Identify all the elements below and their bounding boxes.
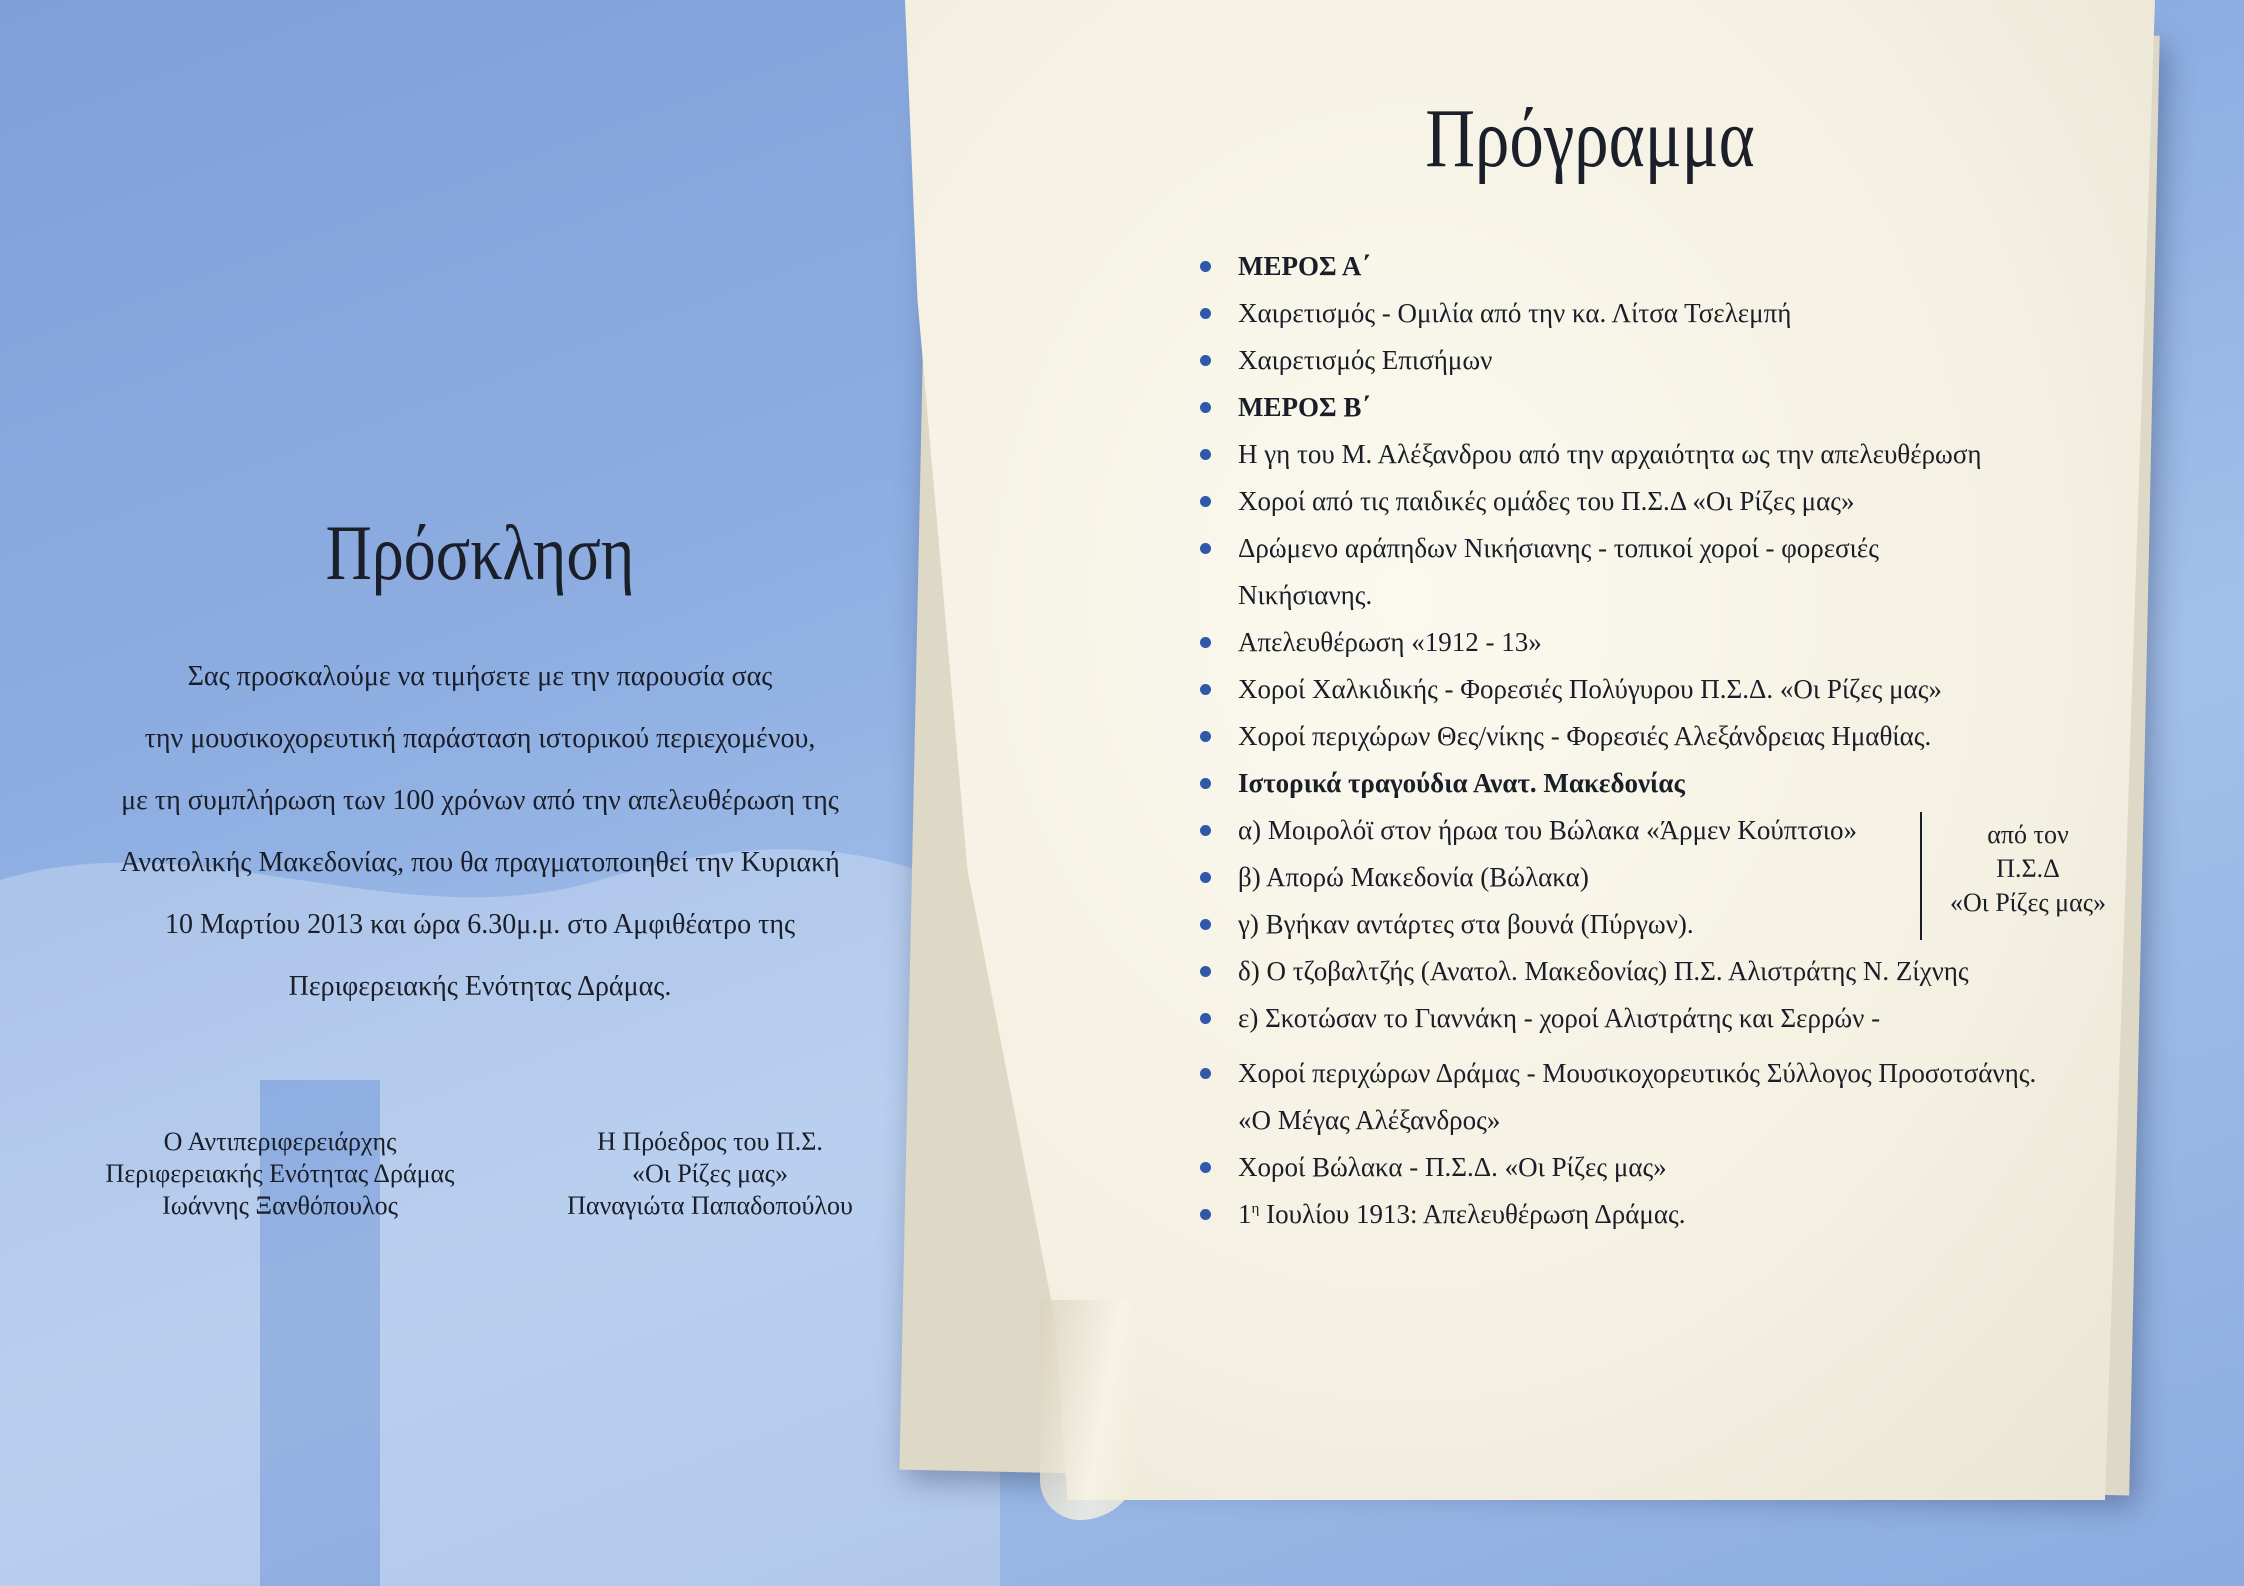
invitation-line: την μουσικοχορευτική παράσταση ιστορικού περιεχομένου, xyxy=(144,723,816,754)
bullet-icon xyxy=(1200,825,1211,836)
program-item-text: Δρώμενο αράπηδων Νικήσιανης - τοπικοί χοροί - φορεσιές xyxy=(1238,533,1879,563)
program-item-text: Χοροί περιχώρων Θες/νίκης - Φορεσιές Αλεξάνδρειας Ημαθίας. xyxy=(1238,721,1932,751)
side-note-line: Π.Σ.Δ xyxy=(1996,854,2060,883)
invitation-line: Περιφερειακής Ενότητας Δράμας. xyxy=(288,971,672,1002)
date-number: 1 xyxy=(1238,1199,1252,1229)
signatory-line: Περιφερειακής Ενότητας Δράμας xyxy=(105,1159,455,1188)
program-item-text: ε) Σκοτώσαν το Γιαννάκη - χοροί Αλιστράτης και Σερρών - xyxy=(1238,1003,1881,1033)
bullet-icon xyxy=(1200,1068,1211,1079)
program-item xyxy=(1200,995,2160,1042)
program-item-text: Απελευθέρωση «1912 - 13» xyxy=(1238,627,1542,657)
program-item-text: Η γη του Μ. Αλέξανδρου από την αρχαιότητα ως την απελευθέρωση xyxy=(1238,439,1982,469)
signatory-line: Η Πρόεδρος του Π.Σ. xyxy=(597,1127,823,1156)
bullet-icon xyxy=(1200,1162,1211,1173)
program-item-text: Χαιρετισμός Επισήμων xyxy=(1238,345,1493,375)
program-item xyxy=(1200,243,2160,290)
side-note-line: από τον xyxy=(1987,820,2069,849)
program-item xyxy=(1200,572,2160,619)
bullet-icon xyxy=(1200,496,1211,507)
program-item-text: γ) Βγήκαν αντάρτες στα βουνά (Πύργων). xyxy=(1238,909,1694,939)
invitation-line: 10 Μαρτίου 2013 και ώρα 6.30μ.μ. στο Αμφιθέατρο της xyxy=(164,909,796,940)
paper-curl xyxy=(1040,1300,1140,1520)
program-item xyxy=(1200,525,2160,572)
program-item-text: α) Μοιρολόϊ στον ήρωα του Βώλακα «Άρμεν Κούπτσιο» xyxy=(1238,815,1858,845)
program-item-text: δ) Ο τζοβαλτζής (Ανατολ. Μακεδονίας) Π.Σ. Αλιστράτης Ν. Ζίχνης xyxy=(1238,956,1969,986)
bullet-icon xyxy=(1200,637,1211,648)
program-item xyxy=(1200,384,2160,431)
side-note xyxy=(1928,818,2128,920)
program-item-text: β) Απορώ Μακεδονία (Βώλακα) xyxy=(1238,862,1589,892)
program-item xyxy=(1200,1097,2160,1144)
program-item xyxy=(1200,290,2160,337)
program-item-text: ΜΕΡΟΣ Β΄ xyxy=(1238,392,1371,422)
ordinal-superscript: η xyxy=(1251,1201,1260,1217)
signatory-line: Ο Αντιπεριφερειάρχης xyxy=(163,1127,397,1156)
program-item-text: Χοροί περιχώρων Δράμας - Μουσικοχορευτικός Σύλλογος Προσοτσάνης. xyxy=(1238,1058,2037,1088)
program-item-text: Ιστορικά τραγούδια Ανατ. Μακεδονίας xyxy=(1238,768,1685,798)
program-item xyxy=(1200,948,2160,995)
program-item xyxy=(1200,1144,2160,1191)
invitation-title: Πρόσκληση xyxy=(325,509,635,596)
program-item-text: «Ο Μέγας Αλέξανδρος» xyxy=(1238,1105,1501,1135)
signatory-left xyxy=(60,1126,500,1222)
side-note-line: «Οι Ρίζες μας» xyxy=(1949,888,2107,917)
bullet-icon xyxy=(1200,919,1211,930)
program-item xyxy=(1200,1050,2160,1097)
program-item xyxy=(1200,619,2160,666)
bullet-icon xyxy=(1200,731,1211,742)
program-list xyxy=(1200,243,2160,1238)
bullet-icon xyxy=(1200,402,1211,413)
program-title: Πρόγραμμα xyxy=(1425,92,1755,185)
program-item xyxy=(1200,478,2160,525)
program-item-text: Χοροί Χαλκιδικής - Φορεσιές Πολύγυρου Π.Σ.Δ. «Οι Ρίζες μας» xyxy=(1238,674,1942,704)
bullet-icon xyxy=(1200,966,1211,977)
program-item xyxy=(1200,713,2160,760)
program-item-text: Χαιρετισμός - Ομιλία από την κα. Λίτσα Τσελεμπή xyxy=(1238,298,1792,328)
program-item-text: Νικήσιανης. xyxy=(1238,580,1373,610)
program-item xyxy=(1200,760,2160,807)
program-item-text: Ιουλίου 1913: Απελευθέρωση Δράμας. xyxy=(1259,1199,1686,1229)
invitation-line: Ανατολικής Μακεδονίας, που θα πραγματοποιηθεί την Κυριακή xyxy=(120,847,840,878)
invitation-line: Σας προσκαλούμε να τιμήσετε με την παρουσία σας xyxy=(187,661,773,692)
signatory-line: Παναγιώτα Παπαδοπούλου xyxy=(567,1191,853,1220)
bullet-icon xyxy=(1200,1209,1211,1220)
signatory-line: Ιωάννης Ξανθόπουλος xyxy=(162,1191,398,1220)
signatory-right xyxy=(530,1126,890,1222)
bullet-icon xyxy=(1200,261,1211,272)
program-item-text: ΜΕΡΟΣ Α΄ xyxy=(1238,251,1371,281)
bullet-icon xyxy=(1200,308,1211,319)
bullet-icon xyxy=(1200,543,1211,554)
invitation-line: με τη συμπλήρωση των 100 χρόνων από την απελευθέρωση της xyxy=(121,785,839,816)
program-item xyxy=(1200,1191,2160,1238)
bullet-icon xyxy=(1200,684,1211,695)
program-item-text: Χοροί Βώλακα - Π.Σ.Δ. «Οι Ρίζες μας» xyxy=(1238,1152,1667,1182)
invitation-panel xyxy=(0,0,940,1586)
invitation-text xyxy=(30,646,930,1018)
bullet-icon xyxy=(1200,872,1211,883)
bullet-icon xyxy=(1200,1013,1211,1024)
bullet-icon xyxy=(1200,355,1211,366)
program-item xyxy=(1200,666,2160,713)
bracket-line xyxy=(1920,812,1922,940)
bullet-icon xyxy=(1200,778,1211,789)
program-item xyxy=(1200,431,2160,478)
program-item xyxy=(1200,337,2160,384)
signatory-line: «Οι Ρίζες μας» xyxy=(631,1159,789,1188)
program-item-text: Χοροί από τις παιδικές ομάδες του Π.Σ.Δ «Οι Ρίζες μας» xyxy=(1238,486,1855,516)
bullet-icon xyxy=(1200,449,1211,460)
